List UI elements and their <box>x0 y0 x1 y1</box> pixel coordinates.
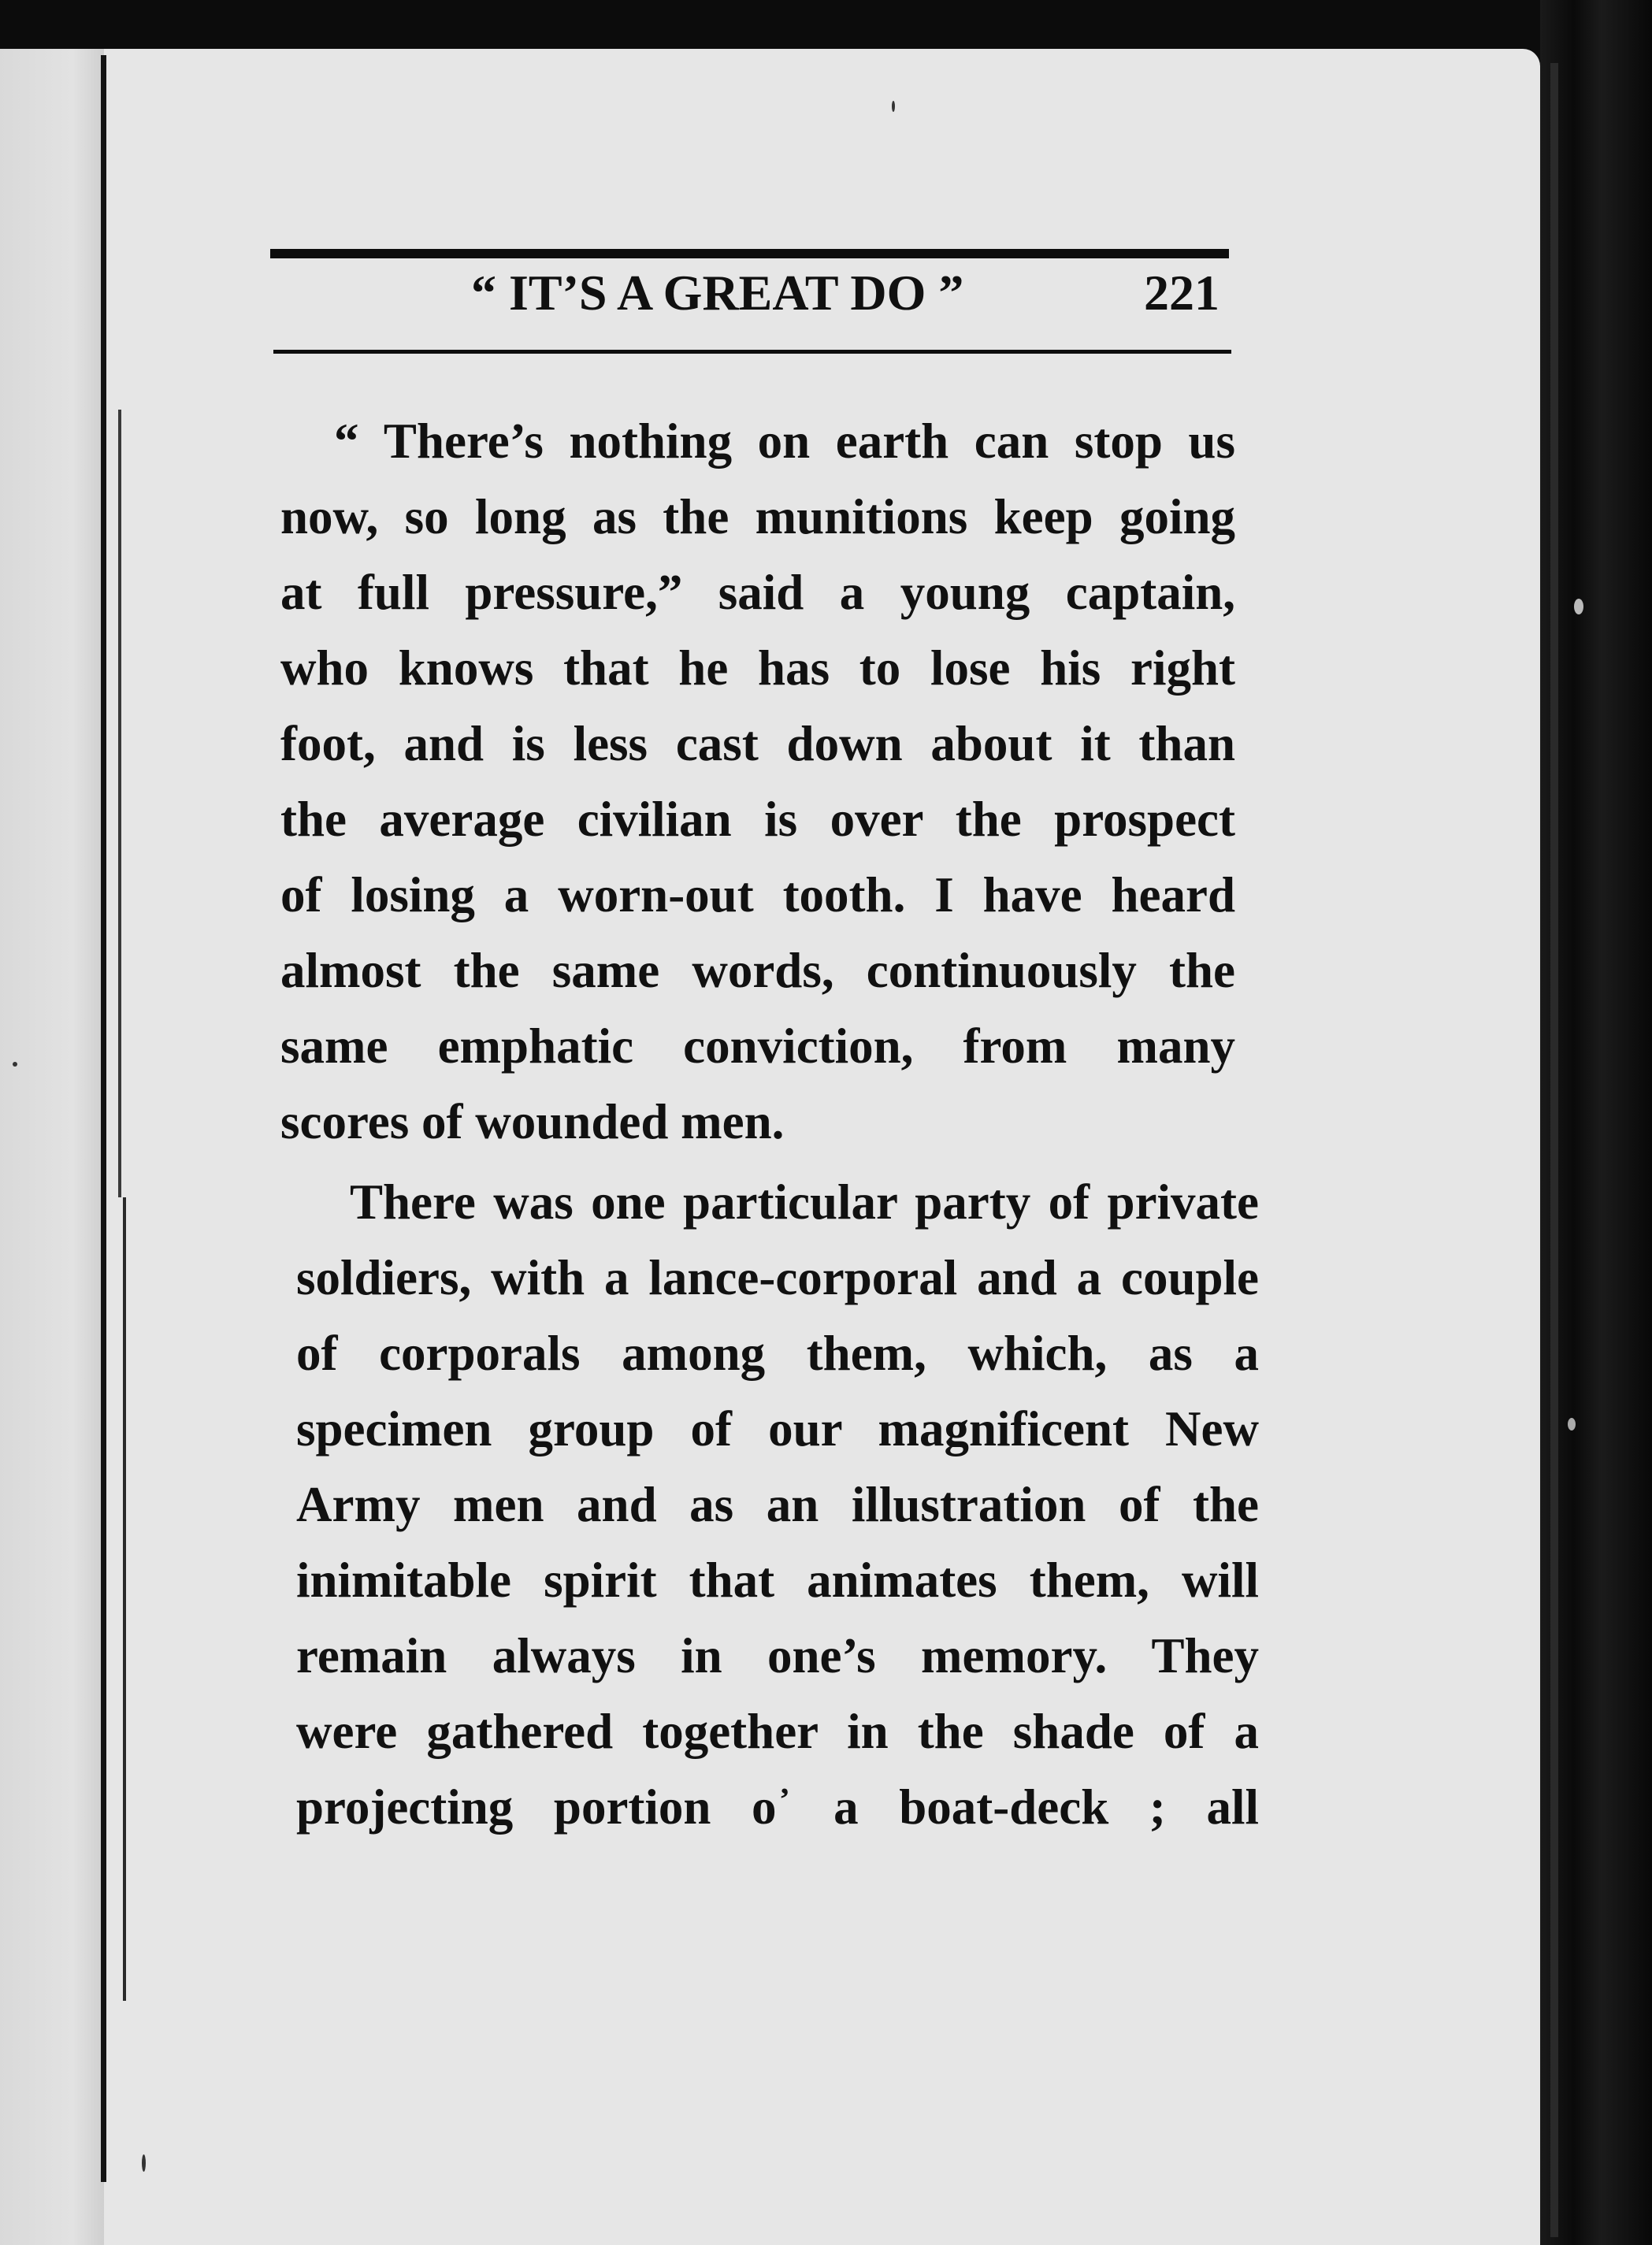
scan-speck <box>1574 599 1583 614</box>
text-line: Army men and as an illustration of the <box>296 1477 1259 1532</box>
text-line: “ There’s nothing on earth can stop us <box>334 414 1235 469</box>
header-bottom-rule <box>273 350 1231 354</box>
paragraph-2 <box>296 1164 1259 1845</box>
header-top-rule <box>270 249 1229 258</box>
gutter-line-inner-lower <box>123 1197 126 2001</box>
text-line: foot, and is less cast down about it than <box>280 716 1235 771</box>
text-line: soldiers, with a lance-corporal and a couple <box>296 1250 1259 1305</box>
text-line: were gathered together in the shade of a <box>296 1704 1259 1759</box>
paragraph-1 <box>280 403 1235 1160</box>
scan-speck <box>13 1062 17 1067</box>
text-line: now, so long as the munitions keep going <box>280 489 1235 544</box>
text-line: of losing a worn-out tooth. I have heard <box>280 867 1235 922</box>
running-head-title: “ IT’S A GREAT DO ” <box>471 265 964 321</box>
text-line: same emphatic conviction, from many <box>280 1019 1235 1074</box>
gutter-line <box>101 55 106 2182</box>
gutter-line-inner <box>118 410 121 1197</box>
text-line: the average civilian is over the prospect <box>280 792 1235 847</box>
text-line: remain always in one’s memory. They <box>296 1628 1259 1683</box>
facing-page-edge <box>0 49 104 2245</box>
book-edge-stripe <box>1550 63 1558 2237</box>
text-line: almost the same words, continuously the <box>280 943 1235 998</box>
scan-speck <box>1568 1418 1576 1430</box>
text-line: at full pressure,” said a young captain, <box>280 565 1235 620</box>
text-line: There was one particular party of private <box>350 1174 1259 1230</box>
text-line: scores of wounded men. <box>280 1094 785 1149</box>
text-line: projecting portion o᾿ a boat-deck ; all <box>296 1779 1259 1835</box>
scan-speck <box>892 101 895 112</box>
text-line: of corporals among them, which, as a <box>296 1326 1259 1381</box>
scan-speck <box>142 2154 146 2172</box>
text-line: specimen group of our magnificent New <box>296 1401 1259 1456</box>
text-line: inimitable spirit that animates them, will <box>296 1553 1259 1608</box>
text-line: who knows that he has to lose his right <box>280 640 1235 696</box>
page-number: 221 <box>1144 265 1220 321</box>
